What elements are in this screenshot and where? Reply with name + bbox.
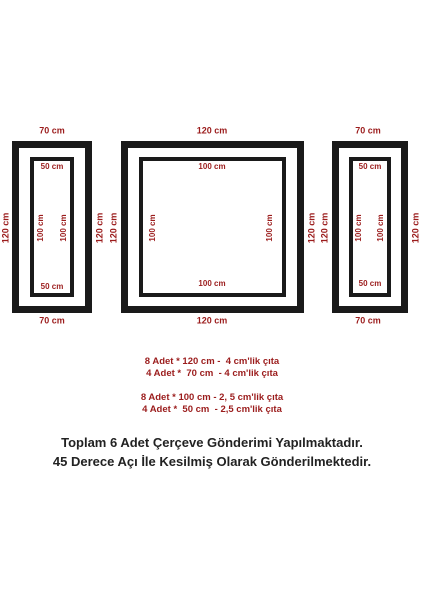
right-right-height-label: 120 cm — [410, 212, 421, 244]
spec-group-thick — [0, 356, 424, 380]
center-top-width-label: 120 cm — [196, 125, 228, 136]
right-inner-right-label: 100 cm — [376, 214, 385, 242]
left-inner-left-label: 100 cm — [36, 214, 45, 242]
spec-line-3: 8 Adet * 100 cm - 2, 5 cm'lik çıta — [140, 392, 284, 403]
center-inner-left-label: 100 cm — [148, 214, 157, 242]
center-right-height-label: 120 cm — [306, 212, 317, 244]
spec-line-2: 4 Adet * 70 cm - 4 cm'lik çıta — [146, 368, 278, 379]
center-bottom-width-label: 120 cm — [196, 315, 228, 326]
center-inner-right-label: 100 cm — [265, 214, 274, 242]
center-left-height-label: 120 cm — [108, 212, 119, 244]
right-left-height-label: 120 cm — [319, 212, 330, 244]
left-inner-top-label: 50 cm — [40, 162, 64, 171]
right-inner-bottom-label: 50 cm — [358, 279, 382, 288]
right-inner-left-label: 100 cm — [354, 214, 363, 242]
left-inner-bottom-label: 50 cm — [40, 282, 64, 291]
left-bottom-width-label: 70 cm — [39, 315, 65, 326]
center-inner-frame — [139, 157, 286, 297]
right-top-width-label: 70 cm — [355, 125, 381, 136]
spec-group-thin — [0, 392, 424, 416]
spec-line-4: 4 Adet * 50 cm - 2,5 cm'lik çıta — [142, 404, 282, 415]
right-bottom-width-label: 70 cm — [355, 315, 381, 326]
shipping-notes — [0, 433, 424, 471]
note-line-1: Toplam 6 Adet Çerçeve Gönderimi Yapılmaktadır. — [61, 435, 363, 450]
note-line-2: 45 Derece Açı İle Kesilmiş Olarak Gönderilmektedir. — [52, 454, 372, 469]
center-inner-top-label: 100 cm — [198, 162, 226, 171]
spec-line-1: 8 Adet * 120 cm - 4 cm'lik çıta — [144, 356, 280, 367]
left-inner-right-label: 100 cm — [59, 214, 68, 242]
center-inner-bottom-label: 100 cm — [198, 279, 226, 288]
left-top-width-label: 70 cm — [39, 125, 65, 136]
left-height-label: 120 cm — [0, 212, 11, 244]
right-inner-top-label: 50 cm — [358, 162, 382, 171]
left-right-height-label: 120 cm — [94, 212, 105, 244]
